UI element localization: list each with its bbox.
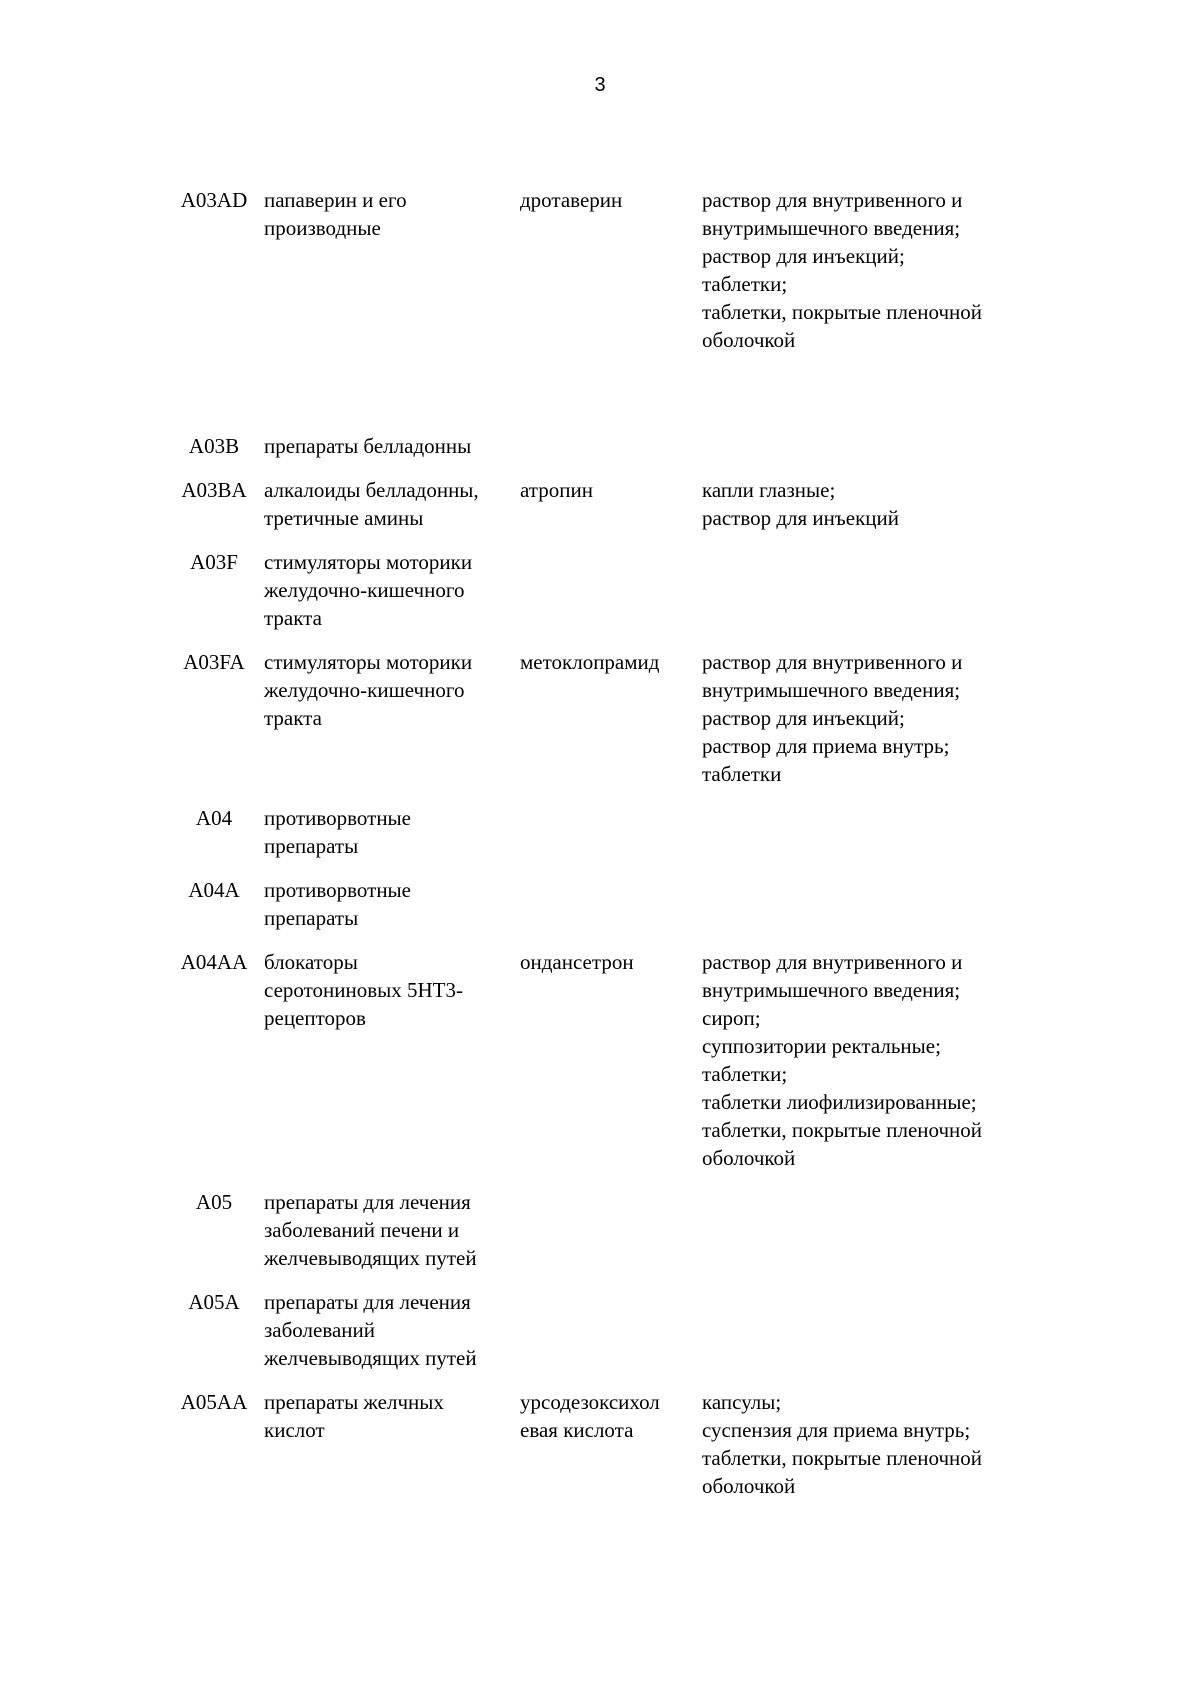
dosage-forms [702,948,1022,1188]
dosage-forms [702,1388,1022,1500]
dosage-forms [702,476,1022,548]
dosage-forms-line: суспензия для приема внутрь; [702,1418,971,1442]
drug-name [520,476,702,548]
group-name-line: производные [264,216,381,240]
dosage-forms [702,804,1022,876]
group-name-line: желчевыводящих путей [264,1246,477,1270]
group-name-line: кислот [264,1418,325,1442]
table-row [170,1388,1022,1500]
drug-name [520,804,702,876]
medication-table [170,186,1022,1500]
group-name-line: стимуляторы моторики [264,650,473,674]
drug-name [520,876,702,948]
dosage-forms [702,648,1022,804]
dosage-forms-line: внутримышечного введения; [702,978,961,1002]
group-name-line: противорвотные [264,806,411,830]
drug-name-line: метоклопрамид [520,650,660,674]
group-name-line: препараты [264,906,359,930]
atc-code: A04AA [180,950,248,974]
dosage-forms [702,186,1022,432]
dosage-forms [702,1188,1022,1288]
table-row [170,432,1022,476]
dosage-forms-line: раствор для приема внутрь; [702,734,950,758]
dosage-forms [702,1288,1022,1388]
dosage-forms-line: таблетки; [702,272,788,296]
drug-name [520,548,702,648]
group-name [258,432,520,476]
drug-name [520,1388,702,1500]
drug-name [520,432,702,476]
dosage-forms-line: капли глазные; [702,478,836,502]
table-row [170,548,1022,648]
table-row [170,186,1022,432]
atc-code: A04A [188,878,240,902]
drug-name [520,1288,702,1388]
page-number: 3 [594,74,606,96]
group-name [258,876,520,948]
group-name-line: третичные амины [264,506,424,530]
group-name-line: папаверин и его [264,188,407,212]
table-row [170,476,1022,548]
table-row [170,804,1022,876]
drug-name-line: урсодезоксихол [520,1390,660,1414]
group-name-line: рецепторов [264,1006,366,1030]
atc-code: A05 [195,1190,233,1214]
drug-name-line: ондансетрон [520,950,634,974]
dosage-forms-line: оболочкой [702,1146,796,1170]
dosage-forms-line: таблетки; [702,1062,788,1086]
group-name-line: препараты для лечения [264,1290,471,1314]
group-name [258,1388,520,1500]
table-row [170,648,1022,804]
dosage-forms-line: таблетки, покрытые пленочной [702,300,983,324]
dosage-forms [702,432,1022,476]
atc-code: A03FA [183,650,245,674]
dosage-forms [702,548,1022,648]
group-name-line: алкалоиды белладонны, [264,478,479,502]
dosage-forms-line: раствор для внутривенного и [702,650,963,674]
dosage-forms-line: капсулы; [702,1390,782,1414]
group-name-line: желудочно-кишечного [264,678,465,702]
group-name-line: препараты [264,834,359,858]
group-name-line: желчевыводящих путей [264,1346,477,1370]
atc-code: A03F [190,550,238,574]
dosage-forms-line: таблетки лиофилизированные; [702,1090,977,1114]
group-name-line: препараты для лечения [264,1190,471,1214]
dosage-forms-line: внутримышечного введения; [702,216,961,240]
group-name [258,1288,520,1388]
group-name-line: заболеваний печени и [264,1218,460,1242]
dosage-forms-line: раствор для инъекций; [702,244,905,268]
group-name [258,648,520,804]
group-name-line: желудочно-кишечного [264,578,465,602]
atc-code: A03AD [180,188,248,212]
drug-name-line: атропин [520,478,593,502]
group-name-line: препараты белладонны [264,434,472,458]
atc-code: A05AA [180,1390,248,1414]
group-name [258,948,520,1188]
table-row [170,1288,1022,1388]
dosage-forms-line: оболочкой [702,328,796,352]
dosage-forms-line: сироп; [702,1006,761,1030]
dosage-forms-line: оболочкой [702,1474,796,1498]
atc-code: A03B [188,434,240,458]
medication-table-body [170,186,1022,1500]
drug-name [520,648,702,804]
dosage-forms-line: раствор для внутривенного и [702,188,963,212]
group-name-line: тракта [264,706,322,730]
group-name-line: противорвотные [264,878,411,902]
table-row [170,876,1022,948]
drug-name [520,1188,702,1288]
atc-code: A05A [188,1290,240,1314]
group-name [258,186,520,432]
group-name [258,476,520,548]
group-name-line: стимуляторы моторики [264,550,473,574]
table-row [170,948,1022,1188]
drug-name-line: евая кислота [520,1418,634,1442]
table-row [170,1188,1022,1288]
drug-name-line: дротаверин [520,188,623,212]
group-name [258,548,520,648]
drug-name [520,186,702,432]
dosage-forms-line: внутримышечного введения; [702,678,961,702]
dosage-forms-line: раствор для внутривенного и [702,950,963,974]
atc-code: A04 [195,806,233,830]
dosage-forms-line: раствор для инъекций; [702,706,905,730]
dosage-forms-line: раствор для инъекций [702,506,899,530]
dosage-forms-line: таблетки, покрытые пленочной [702,1446,983,1470]
group-name-line: заболеваний [264,1318,375,1342]
dosage-forms [702,876,1022,948]
group-name-line: серотониновых 5HT3- [264,978,463,1002]
dosage-forms-line: таблетки, покрытые пленочной [702,1118,983,1142]
drug-name [520,948,702,1188]
group-name-line: тракта [264,606,322,630]
dosage-forms-line: суппозитории ректальные; [702,1034,941,1058]
group-name [258,804,520,876]
dosage-forms-line: таблетки [702,762,782,786]
group-name [258,1188,520,1288]
atc-code: A03BA [181,478,247,502]
group-name-line: препараты желчных [264,1390,444,1414]
group-name-line: блокаторы [264,950,358,974]
